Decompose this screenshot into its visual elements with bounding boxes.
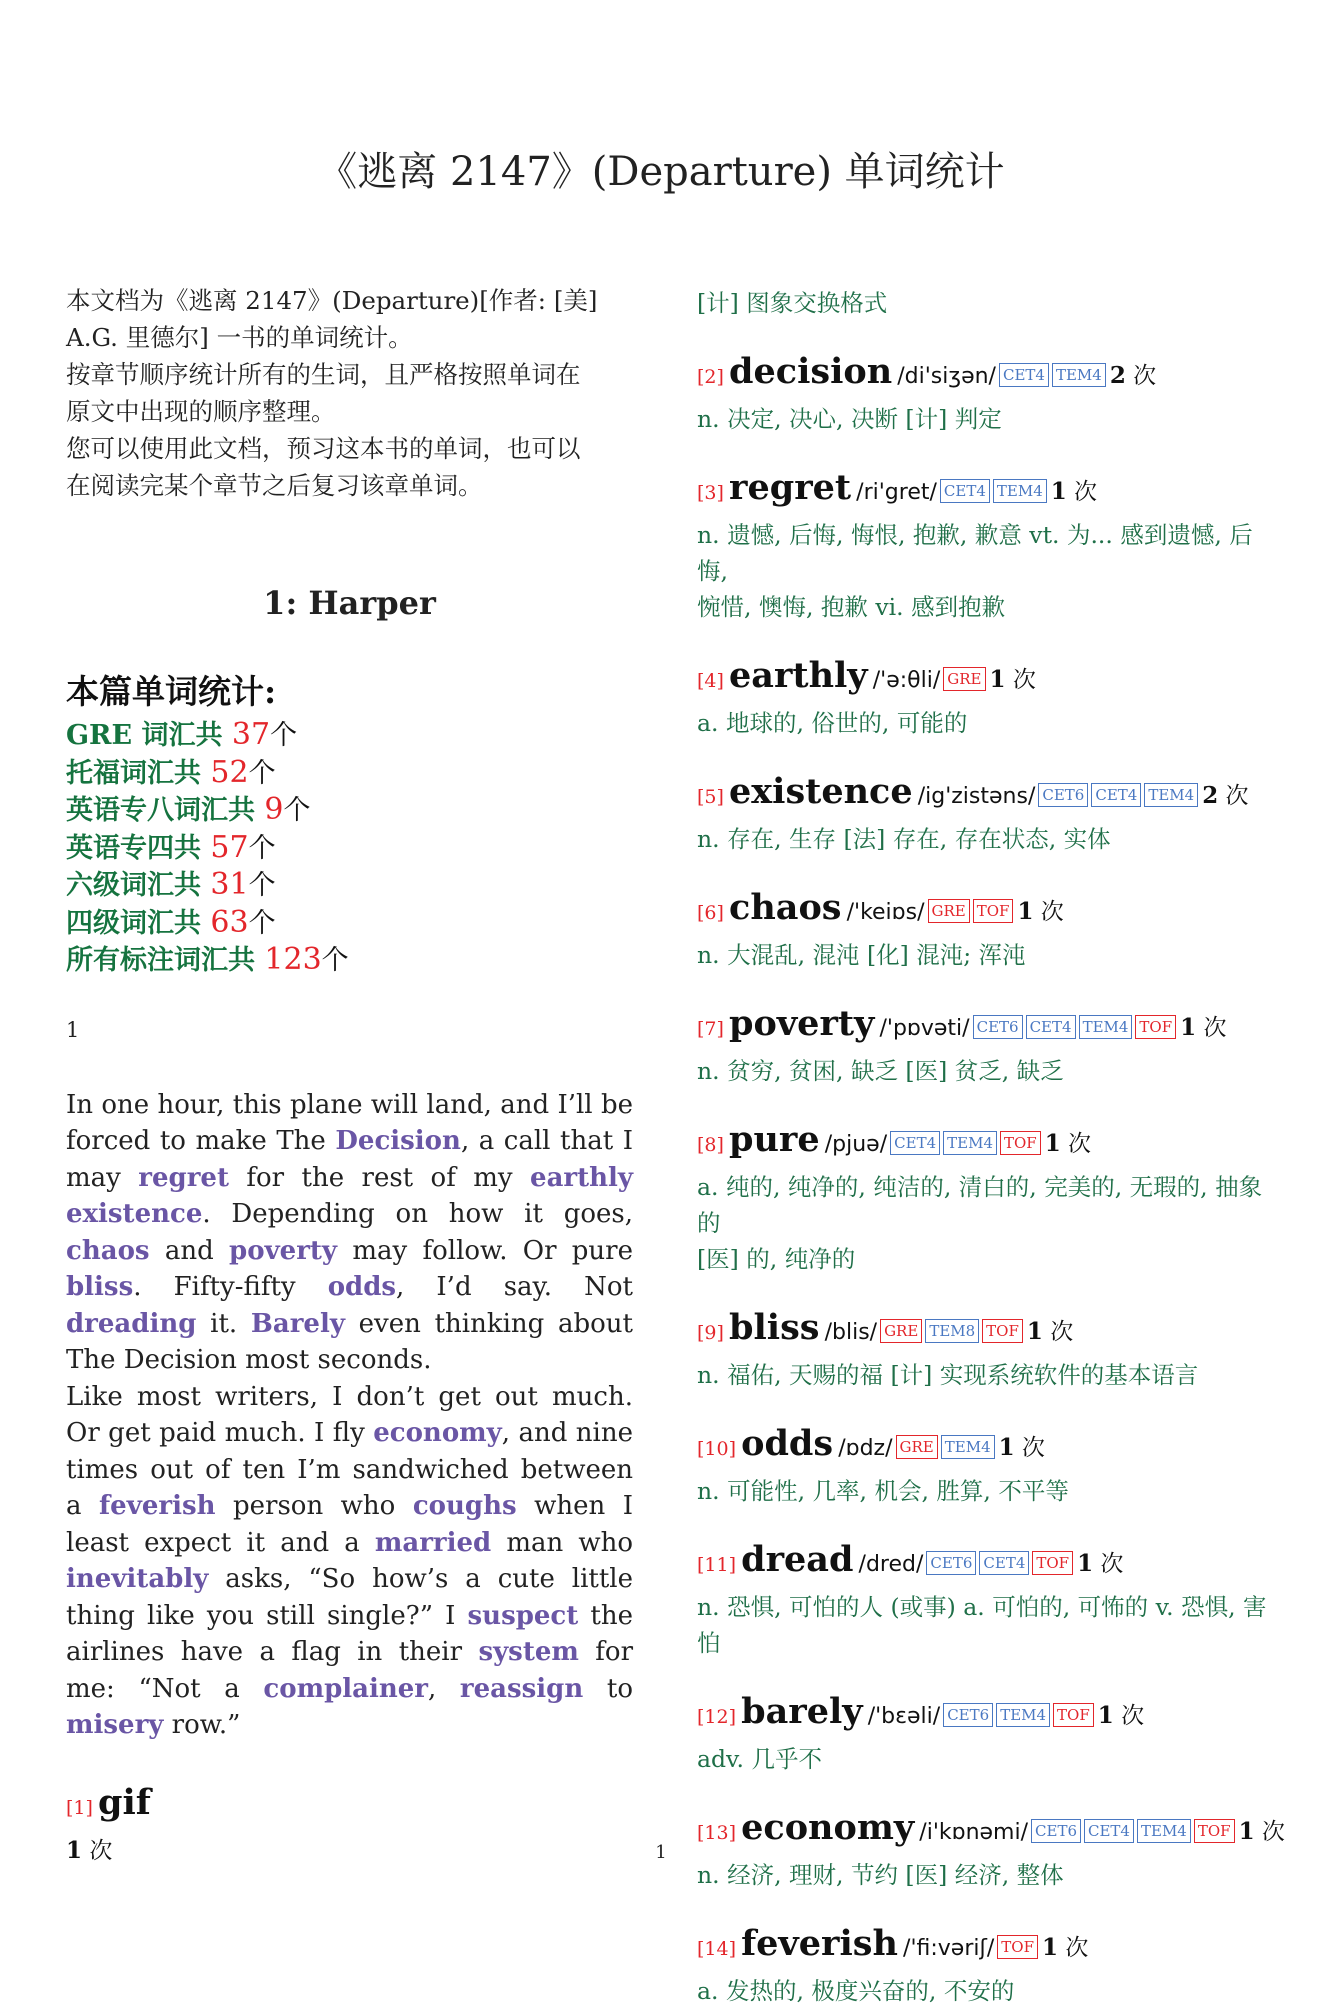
entry-phonetic: /'bɛəli/ — [867, 1704, 941, 1729]
vocab-highlight: complainer — [263, 1673, 428, 1704]
intro-line: A.G. 里德尔] 一书的单词统计。 — [66, 323, 413, 352]
entry-word: chaos — [729, 887, 842, 928]
entry-count — [1042, 1935, 1088, 1961]
count-number: 1 — [1077, 1550, 1094, 1577]
text-run: even thinking about The Decision most seconds. — [66, 1308, 633, 1375]
text-run: for the rest of my — [228, 1162, 531, 1193]
level-tag: CET6 — [973, 1015, 1023, 1039]
entry-index: [4] — [697, 670, 724, 692]
text-run: it. — [196, 1308, 251, 1339]
count-number: 1 — [989, 666, 1006, 693]
count-suffix: 次 — [1125, 363, 1157, 389]
definition-line: n. 恐惧, 可怕的人 (或事) a. 可怕的, 可怖的 v. 恐惧, 害 — [697, 1593, 1267, 1621]
entry-index: [12] — [697, 1706, 737, 1728]
count-number: 1 — [1042, 1934, 1059, 1961]
level-tag: CET4 — [1084, 1819, 1134, 1843]
entry-definition — [697, 1053, 1277, 1089]
level-tag: CET4 — [1091, 783, 1141, 807]
vocab-highlight: system — [478, 1637, 579, 1667]
vocab-highlight: earthly — [530, 1162, 634, 1193]
entry-phonetic: /'keiɒs/ — [846, 900, 925, 925]
level-tag: GRE — [896, 1435, 938, 1459]
count-suffix: 次 — [1066, 479, 1098, 505]
count-suffix: 次 — [1093, 1551, 1124, 1577]
text-run: In one hour, this plane will land, and I’ll be forced to make The — [66, 1089, 633, 1156]
stats-list — [66, 717, 633, 980]
entry-count — [1051, 479, 1097, 505]
definition-line: adv. 几乎不 — [697, 1745, 822, 1773]
entry-index: [10] — [697, 1438, 737, 1460]
entry-word: economy — [741, 1807, 915, 1848]
entry-count — [999, 1435, 1045, 1461]
level-tag: TOF — [982, 1319, 1023, 1343]
entry-phonetic: /'pɒvəti/ — [879, 1016, 970, 1041]
level-tag: CET4 — [940, 479, 990, 503]
vocab-entry — [697, 1421, 1277, 1509]
level-tag: CET4 — [979, 1551, 1029, 1575]
level-tag: TEM4 — [996, 1703, 1050, 1727]
level-tag: TEM8 — [925, 1319, 979, 1343]
vocab-entry — [697, 349, 1277, 437]
count-suffix: 次 — [1254, 1819, 1285, 1845]
entry-headline — [697, 349, 1277, 401]
count-number: 2 — [1202, 782, 1219, 809]
entry-word: feverish — [741, 1923, 898, 1964]
stat-number: 31 — [210, 867, 249, 902]
text-run: person who — [215, 1491, 413, 1521]
vocab-entry — [697, 885, 1277, 973]
text-run: row.” — [163, 1710, 241, 1740]
entry-headline — [697, 465, 1277, 517]
stat-number: 63 — [210, 904, 249, 940]
entry-headline — [697, 1001, 1277, 1053]
vocab-highlight: odds — [327, 1272, 397, 1302]
vocab-highlight: coughs — [412, 1491, 517, 1521]
entry-definition — [697, 1741, 1277, 1777]
level-tag: TOF — [1135, 1015, 1176, 1039]
definition-line: a. 地球的, 俗世的, 可能的 — [697, 709, 968, 737]
entry-index: [14] — [697, 1938, 737, 1960]
entry-word: barely — [741, 1691, 863, 1732]
entry-word: dread — [741, 1539, 854, 1580]
level-tag: CET4 — [890, 1131, 940, 1155]
paragraph — [66, 1087, 633, 1379]
entry-headline — [697, 1689, 1277, 1741]
vocab-highlight: suspect — [467, 1600, 579, 1631]
count-number: 1 — [1044, 1130, 1061, 1157]
intro-line: 您可以使用此文档，预习这本书的单词，也可以 — [66, 434, 581, 463]
level-tag: TOF — [973, 899, 1014, 923]
definition-line: a. 发热的, 极度兴奋的, 不安的 — [697, 1977, 1015, 2005]
text-run: asks, “So how’s a cute little thing like you still single?” I — [66, 1564, 633, 1631]
text-run: when I least expect it and a — [66, 1491, 634, 1558]
stat-unit: 个 — [283, 795, 311, 826]
entry-phonetic: /'fi:vəriʃ/ — [903, 1936, 995, 1961]
count-suffix: 次 — [1058, 1935, 1089, 1961]
stat-unit: 个 — [248, 757, 276, 789]
level-tag: GRE — [880, 1319, 922, 1343]
count-number: 1 — [998, 1434, 1015, 1461]
entry-phonetic: /i'kɒnəmi/ — [919, 1820, 1029, 1845]
entry-word: decision — [729, 351, 893, 392]
vocab-highlight: dreading — [66, 1308, 197, 1339]
vocab-entry — [697, 1305, 1277, 1393]
entry-index: [13] — [697, 1822, 737, 1844]
vocab-entry — [697, 1001, 1277, 1089]
stat-unit: 个 — [248, 832, 276, 864]
count-number: 1 — [1097, 1702, 1114, 1729]
vocab-highlight: economy — [373, 1418, 502, 1448]
count-suffix: 次 — [1218, 783, 1249, 809]
entry-phonetic: /blis/ — [824, 1320, 878, 1345]
level-tag: GRE — [928, 899, 970, 923]
text-run: , — [428, 1673, 460, 1704]
left-column — [66, 282, 633, 1865]
entry-definition — [697, 1589, 1277, 1661]
entry-word: existence — [729, 771, 913, 812]
entry-phonetic: /ig'zistəns/ — [917, 784, 1036, 809]
vocab-entry — [697, 1689, 1277, 1777]
entry-definition — [697, 517, 1277, 625]
entry-definition — [697, 821, 1277, 857]
text-run: , a call that I may — [66, 1126, 634, 1193]
vocab-highlight: poverty — [229, 1235, 338, 1266]
stat-row — [66, 942, 633, 980]
entry-index: [5] — [697, 786, 724, 808]
carryover-definition: [计] 图象交换格式 — [697, 289, 888, 317]
text-run: . Fifty-fifty — [133, 1272, 328, 1302]
entry-headline — [697, 1305, 1277, 1357]
entry-index: [2] — [697, 366, 724, 388]
stat-row — [66, 905, 633, 943]
entry-word: odds — [741, 1423, 834, 1464]
count-number: 1 — [1180, 1014, 1197, 1041]
entry-index: [11] — [697, 1554, 737, 1576]
level-tag: TOF — [1194, 1819, 1235, 1843]
vocab-highlight: regret — [138, 1162, 229, 1193]
page-number: 1 — [655, 1842, 667, 1863]
intro-line: 在阅读完某个章节之后复习该章单词。 — [66, 471, 483, 500]
definition-line: n. 遗憾, 后悔, 悔恨, 抱歉, 歉意 vt. 为... 感到遗憾, 后悔, — [697, 521, 1253, 585]
count-suffix: 次 — [1042, 1319, 1074, 1345]
entry-headline — [697, 653, 1277, 705]
entry-index: [6] — [697, 902, 724, 924]
chapter-title: 1: Harper — [263, 584, 436, 622]
entry-phonetic: /di'siʒən/ — [897, 364, 996, 389]
intro-text — [66, 282, 633, 504]
stat-label: 英语专八词汇共 — [66, 795, 265, 826]
vocab-entry — [697, 653, 1277, 741]
entry-headline — [697, 1421, 1277, 1473]
count-suffix: 次 — [1005, 667, 1036, 693]
stat-row — [66, 830, 633, 868]
intro-line: 按章节顺序统计所有的生词，且严格按照单词在 — [66, 360, 581, 389]
stat-row — [66, 717, 633, 755]
definition-line: n. 决定, 决心, 决断 [计] 判定 — [697, 405, 1002, 433]
entry-count — [1045, 1131, 1091, 1157]
count-suffix: 次 — [1113, 1703, 1145, 1729]
level-tag: CET6 — [1038, 783, 1088, 807]
stat-label: 所有标注词汇共 — [66, 945, 265, 976]
entry-count — [1098, 1703, 1144, 1729]
entry-definition — [697, 705, 1277, 741]
text-run: , I’d say. Not — [396, 1272, 634, 1302]
entry-definition — [697, 401, 1277, 437]
count-number: 1 — [1017, 898, 1034, 925]
intro-line: 本文档为《逃离 2147》(Departure)[作者: [美] — [66, 286, 598, 315]
entry-word: pure — [729, 1119, 820, 1160]
vocab-highlight: bliss — [66, 1272, 134, 1302]
count-number: 1 — [1026, 1318, 1043, 1345]
definition-line: [医] 的, 纯净的 — [697, 1245, 856, 1273]
level-tag: TOF — [997, 1935, 1038, 1959]
stat-label: 四级词汇共 — [66, 907, 211, 939]
entry-index: [7] — [697, 1018, 724, 1040]
stat-number: 57 — [210, 829, 249, 865]
count-suffix: 次 — [1014, 1435, 1045, 1461]
entry-count — [1077, 1551, 1123, 1577]
level-tag: TOF — [1053, 1703, 1094, 1727]
entry-headline — [697, 1117, 1277, 1169]
stat-number: 123 — [264, 942, 322, 977]
vocab-highlight: Decision — [335, 1126, 461, 1156]
level-tag: CET4 — [1026, 1015, 1076, 1039]
vocab-highlight: Barely — [250, 1308, 345, 1339]
entry-index: [9] — [697, 1322, 724, 1344]
definition-line: n. 福佑, 天赐的福 [计] 实现系统软件的基本语言 — [697, 1361, 1199, 1389]
level-tag: CET6 — [943, 1703, 993, 1727]
vocab-entry — [697, 1921, 1277, 2009]
entry-word: gif — [98, 1781, 151, 1823]
text-run: Like most writers, I don’t get out much. Or get paid much. I fly — [66, 1381, 633, 1448]
level-tag: CET6 — [1031, 1819, 1081, 1843]
paragraph-number: 1 — [66, 1017, 80, 1042]
vocab-entry — [697, 1537, 1277, 1661]
definition-line: n. 存在, 生存 [法] 存在, 存在状态, 实体 — [697, 825, 1111, 853]
entry-count: 1 — [66, 1836, 83, 1864]
count-suffix: 次 — [1060, 1131, 1092, 1157]
entry-word: earthly — [729, 655, 868, 696]
stat-number: 37 — [231, 717, 271, 752]
definition-line: a. 纯的, 纯净的, 纯洁的, 清白的, 完美的, 无瑕的, 抽象的 — [697, 1173, 1263, 1237]
entry-count — [1202, 783, 1248, 809]
right-column — [697, 285, 1285, 2009]
level-tag: CET6 — [926, 1551, 976, 1575]
level-tag: TOF — [1000, 1131, 1041, 1155]
entry-phonetic: /pjuə/ — [824, 1132, 888, 1157]
entry-headline — [697, 885, 1277, 937]
level-tag: TEM4 — [943, 1131, 997, 1155]
text-run: . Depending on how it goes, — [202, 1199, 633, 1229]
vocab-highlight: feverish — [99, 1491, 216, 1521]
intro-line: 原文中出现的顺序整理。 — [66, 397, 336, 426]
definition-line: n. 可能性, 几率, 机会, 胜算, 不平等 — [697, 1477, 1069, 1505]
entry-count — [990, 667, 1036, 693]
count-suffix: 次 — [1196, 1015, 1227, 1041]
entry-phonetic: /dred/ — [858, 1552, 924, 1577]
entry-count — [1180, 1015, 1226, 1041]
entry-word: bliss — [729, 1307, 820, 1348]
level-tag: GRE — [943, 667, 985, 691]
vocab-highlight: married — [374, 1527, 492, 1558]
text-run: may follow. Or pure — [337, 1235, 633, 1266]
paragraph — [66, 1379, 633, 1744]
entry-index: [1] — [66, 1796, 93, 1819]
stat-unit: 个 — [248, 870, 276, 901]
vocab-entry — [697, 1117, 1277, 1277]
entry-phonetic: /'ə:θli/ — [872, 668, 941, 693]
text-run: the airlines have a flag in their — [66, 1600, 633, 1667]
stat-row — [66, 755, 633, 793]
definition-line: n. 大混乱, 混沌 [化] 混沌; 浑沌 — [697, 941, 1026, 969]
vocab-highlight: misery — [66, 1710, 164, 1740]
entry-headline — [697, 769, 1277, 821]
entry-headline — [697, 1921, 1277, 1973]
entry-count — [1027, 1319, 1073, 1345]
vocab-highlight: existence — [66, 1199, 203, 1229]
stat-label: 六级词汇共 — [66, 870, 211, 901]
definition-line: n. 经济, 理财, 节约 [医] 经济, 整体 — [697, 1861, 1064, 1889]
vocab-entry — [697, 769, 1277, 857]
stat-number: 9 — [264, 792, 284, 827]
level-tag: TEM4 — [1079, 1015, 1133, 1039]
count-suffix: 次 — [82, 1837, 113, 1864]
stat-label: GRE 词汇共 — [66, 720, 232, 751]
entry-index: [3] — [697, 482, 724, 504]
entry-index: [8] — [697, 1134, 724, 1156]
level-tag: TEM4 — [1137, 1819, 1191, 1843]
entry-count — [1017, 899, 1063, 925]
level-tag: CET4 — [999, 363, 1049, 387]
text-run: , and nine times out of ten I’m sandwiched between a — [66, 1418, 633, 1521]
entry-headline — [697, 1537, 1277, 1589]
stat-unit: 个 — [270, 720, 298, 751]
vocab-highlight: inevitably — [66, 1564, 209, 1594]
text-run: man who — [491, 1527, 633, 1558]
stat-unit: 个 — [321, 945, 349, 976]
definition-line: n. 贫穷, 贫困, 缺乏 [医] 贫乏, 缺乏 — [697, 1057, 1064, 1085]
entry-definition — [697, 937, 1277, 973]
definition-line: 惋惜, 懊悔, 抱歉 vi. 感到抱歉 — [697, 593, 1006, 621]
level-tag: TEM4 — [1144, 783, 1198, 807]
count-number: 1 — [1050, 478, 1067, 505]
count-suffix: 次 — [1033, 899, 1064, 925]
entry-definition — [697, 1357, 1277, 1393]
vocab-entry — [697, 465, 1277, 625]
text-run: and — [149, 1235, 230, 1266]
text-run: for me: “Not a — [66, 1637, 633, 1704]
entry-definition — [697, 1973, 1277, 2009]
vocab-list — [697, 349, 1285, 2009]
stat-label: 托福词汇共 — [66, 757, 211, 789]
entry-definition — [697, 1473, 1277, 1509]
entry-phonetic: /ɒdz/ — [838, 1436, 893, 1461]
stat-unit: 个 — [248, 907, 276, 939]
level-tag: TEM4 — [993, 479, 1047, 503]
entry-word: regret — [729, 467, 852, 508]
level-tag: TEM4 — [1052, 363, 1106, 387]
stat-row — [66, 792, 633, 830]
count-number: 1 — [1238, 1818, 1255, 1845]
level-tag: TEM4 — [941, 1435, 995, 1459]
definition-line: 怕 — [697, 1629, 721, 1657]
count-number: 2 — [1109, 362, 1126, 389]
stats-heading: 本篇单词统计: — [66, 672, 277, 711]
stat-number: 52 — [210, 754, 249, 790]
vocab-highlight: reassign — [459, 1673, 584, 1704]
entry-definition — [697, 1169, 1277, 1277]
entry-phonetic: /ri'gret/ — [856, 480, 937, 505]
chapter-text — [66, 1087, 633, 1744]
vocab-highlight: chaos — [66, 1235, 150, 1266]
stat-row — [66, 867, 633, 905]
level-tag: TOF — [1032, 1551, 1073, 1575]
stat-label: 英语专四共 — [66, 832, 211, 864]
text-run: to — [583, 1673, 633, 1704]
document-title: 《逃离 2147》(Departure) 单词统计 — [317, 149, 1005, 195]
entry-count — [1110, 363, 1156, 389]
entry-word: poverty — [729, 1003, 875, 1044]
